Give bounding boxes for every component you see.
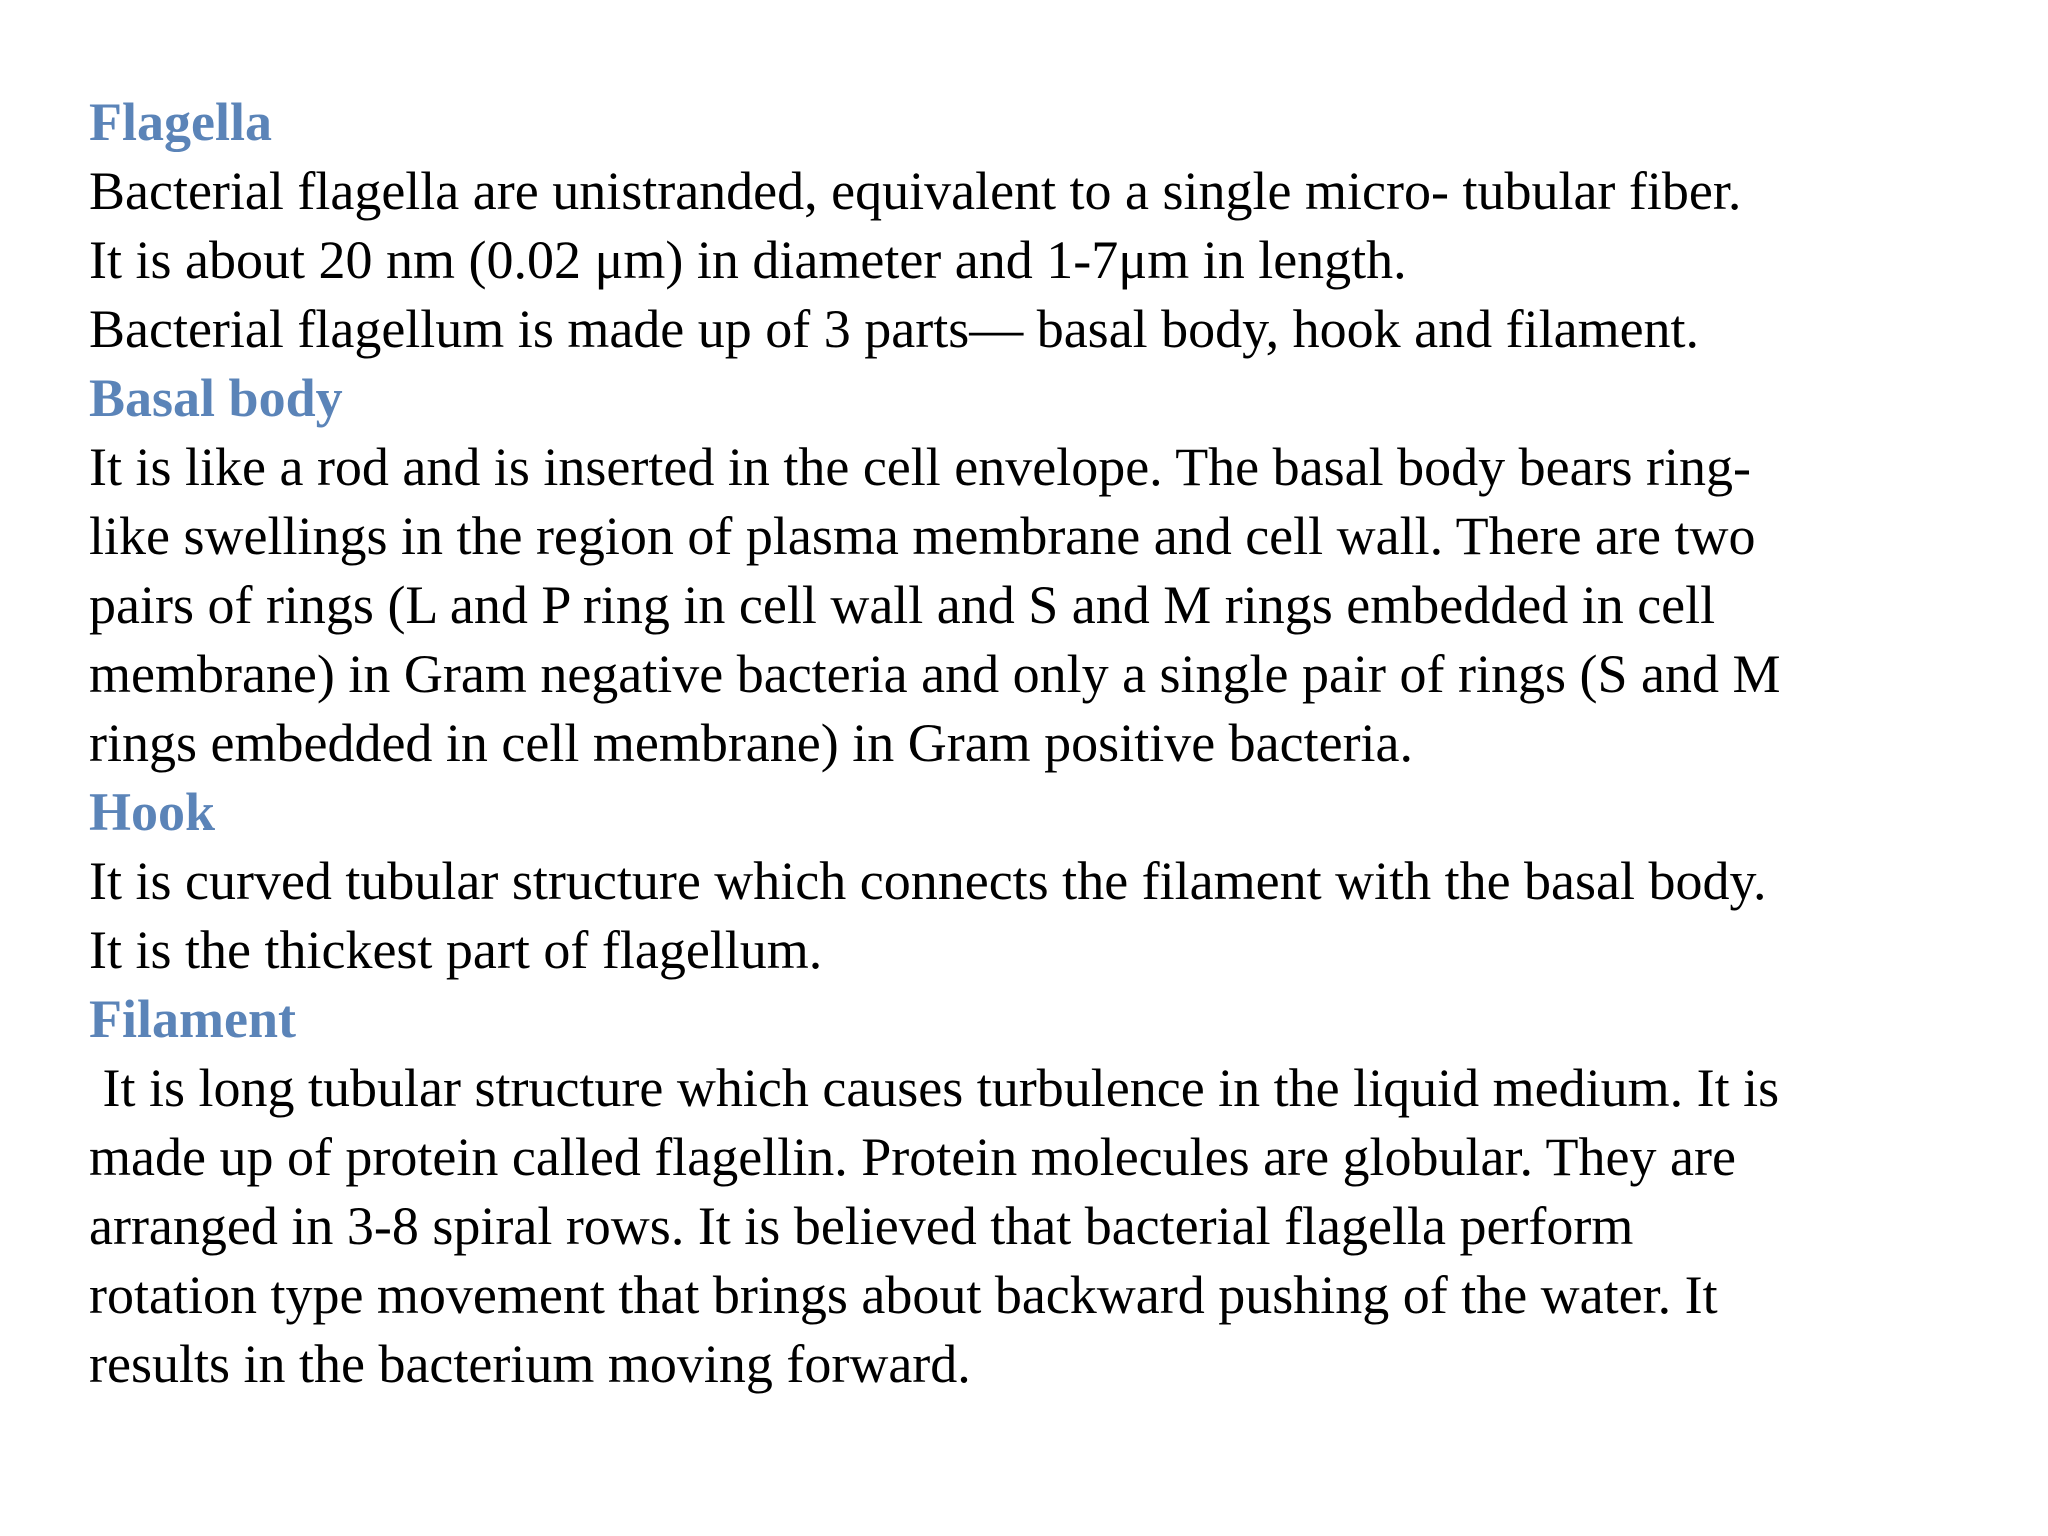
heading-filament: Filament [89, 989, 296, 1049]
hook-line-1: It is curved tubular structure which connects the filament with the basal body. [89, 851, 1767, 911]
flagella-line-1: Bacterial flagella are unistranded, equivalent to a single micro- tubular fiber. [89, 161, 1742, 221]
slide-content [89, 88, 1989, 1399]
basal-body-line-1: It is like a rod and is inserted in the cell envelope. The basal body bears ring- [89, 437, 1752, 497]
filament-line-4: rotation type movement that brings about backward pushing of the water. It [89, 1265, 1718, 1325]
basal-body-line-2: like swellings in the region of plasma membrane and cell wall. There are two [89, 506, 1756, 566]
basal-body-line-5: rings embedded in cell membrane) in Gram positive bacteria. [89, 713, 1414, 773]
flagella-line-3: Bacterial flagellum is made up of 3 parts— basal body, hook and filament. [89, 299, 1700, 359]
heading-flagella: Flagella [89, 92, 272, 152]
heading-basal-body: Basal body [89, 368, 343, 428]
heading-hook: Hook [89, 782, 216, 842]
filament-line-1: It is long tubular structure which causes turbulence in the liquid medium. It is [89, 1058, 1780, 1118]
flagella-line-2: It is about 20 nm (0.02 μm) in diameter and 1-7μm in length. [89, 230, 1407, 290]
hook-line-2: It is the thickest part of flagellum. [89, 920, 823, 980]
filament-line-2: made up of protein called flagellin. Protein molecules are globular. They are [89, 1127, 1736, 1187]
filament-line-5: results in the bacterium moving forward. [89, 1334, 971, 1394]
basal-body-line-4: membrane) in Gram negative bacteria and only a single pair of rings (S and M [89, 644, 1781, 704]
basal-body-line-3: pairs of rings (L and P ring in cell wall and S and M rings embedded in cell [89, 575, 1716, 635]
filament-line-3: arranged in 3-8 spiral rows. It is believed that bacterial flagella perform [89, 1196, 1634, 1256]
